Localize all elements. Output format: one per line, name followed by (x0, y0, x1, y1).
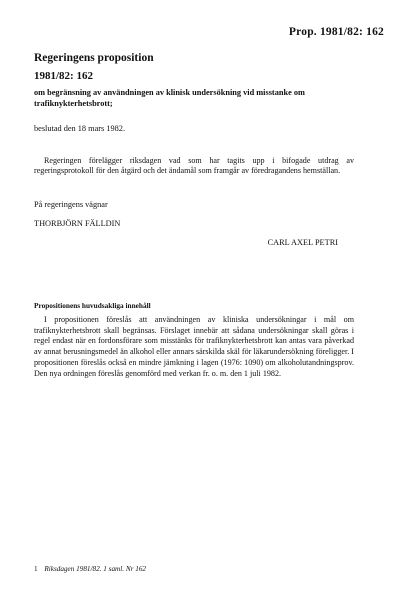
document-title: Regeringens proposition (34, 52, 154, 64)
summary-heading: Propositionens huvudsakliga innehåll (34, 301, 151, 310)
minister-signature: CARL AXEL PETRI (267, 238, 338, 247)
document-subject: om begränsning av användningen av klinisk undersökning vid misstanke om trafiknykterhetsbrott; (34, 88, 305, 108)
summary-paragraph: I propositionen föreslås att användningen av kliniska undersökningar i mål om trafiknykterhetsbrott skall begränsas. Förslaget innebär att sådana undersökningar skall göras i regel endast när en fordonsförare som misstänks för trafiknykterhetsbrott kan antas vara påverkad av annat berusningsmedel än alkohol eller annars särskilda skäl för läkarundersökning föreligger. I propositionen föreslås också en mindre jämkning i lagen (1976: 1090) om alkoholutandningsprov. Den nya ordningen föreslås genomförd med verkan fr. o. m. den 1 juli 1982. (34, 315, 354, 378)
document-number: 1981/82: 162 (34, 70, 93, 82)
decision-date: beslutad den 18 mars 1982. (34, 124, 126, 133)
proposition-number: Prop. 1981/82: 162 (288, 26, 384, 38)
page-number: 1 (34, 565, 38, 573)
page-footer (34, 565, 146, 573)
prime-minister-signature: THORBJÖRN FÄLLDIN (34, 219, 121, 228)
intro-paragraph: Regeringen förelägger riksdagen vad som har tagits upp i bifogade utdrag av regeringsprotokoll för den åtgärd och det ändamål som framgår av föredragandens hemställan. (34, 156, 354, 176)
on-behalf-line: På regeringens vägnar (34, 200, 108, 209)
footer-source: Riksdagen 1981/82. 1 saml. Nr 162 (44, 565, 147, 573)
